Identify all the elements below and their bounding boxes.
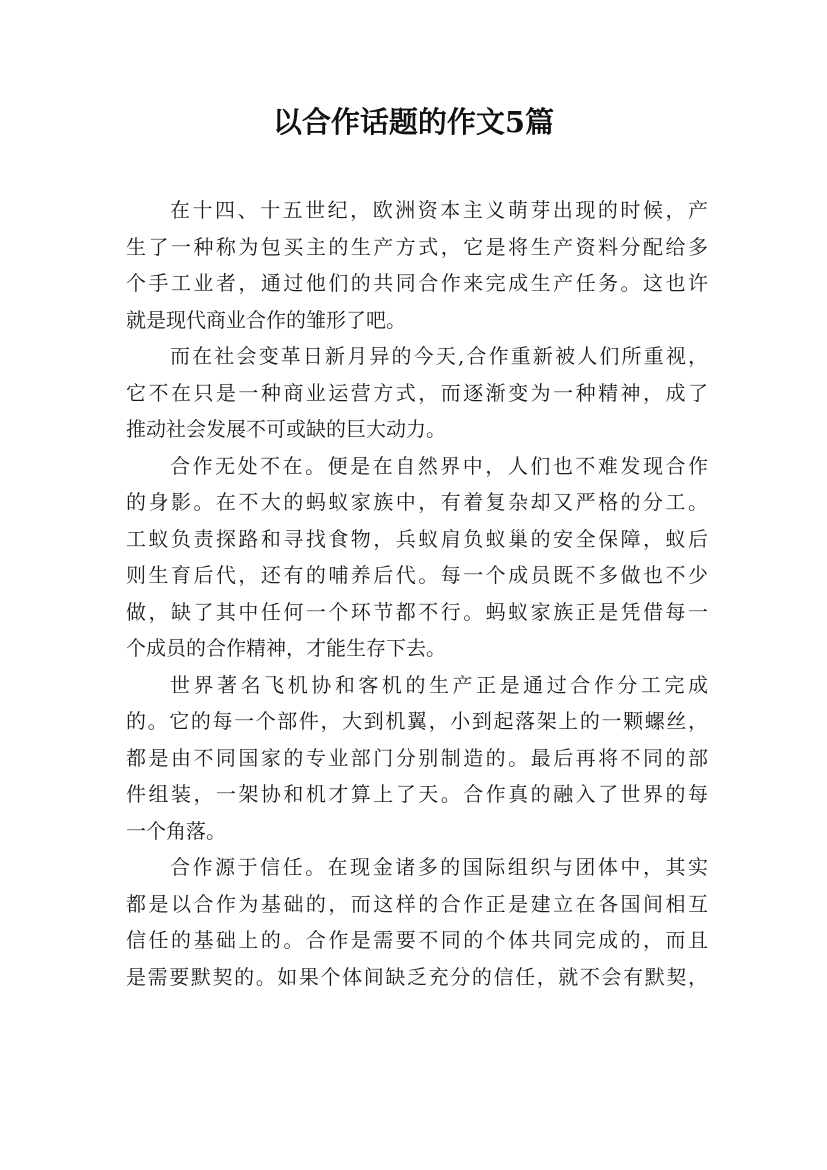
page-title: 以合作话题的作文5篇: [272, 105, 555, 139]
text-line: 合作源于信任。在现金诸多的国际组织与团体中，其实: [170, 855, 708, 879]
text-line: 它不在只是一种商业运营方式，而逐渐变为一种精神，成了: [126, 380, 708, 405]
text-line: 世界著名飞机协和客机的生产正是通过合作分工完成: [170, 672, 708, 697]
text-line: 的身影。在不大的蚂蚁家族中，有着复杂却又严格的分工。: [126, 490, 708, 514]
text-line: 生了一种称为包买主的生产方式，它是将生产资料分配给多: [126, 234, 708, 259]
text-line: 件组装，一架协和机才算上了天。合作真的融入了世界的每: [126, 782, 708, 806]
text-line: 个成员的合作精神，才能生存下去。: [126, 636, 446, 660]
text-line: 一个角落。: [126, 818, 226, 843]
text-line: 都是以合作为基础的，而这样的合作正是建立在各国间相互: [126, 891, 708, 916]
text-line: 合作无处不在。便是在自然界中，人们也不难发现合作: [170, 453, 708, 478]
text-line: 都是由不同国家的专业部门分别制造的。最后再将不同的部: [126, 745, 708, 770]
text-line: 工蚁负责探路和寻找食物，兵蚁肩负蚁巢的安全保障，蚁后: [126, 526, 708, 551]
text-line: 个手工业者，通过他们的共同合作来完成生产任务。这也许: [126, 271, 708, 295]
text-line: 推动社会发展不可或缺的巨大动力。: [126, 417, 446, 441]
text-line: 做，缺了其中任何一个环节都不行。蚂蚁家族正是凭借每一: [126, 599, 708, 624]
text-line: 在十四、十五世纪，欧洲资本主义萌芽出现的时候，产: [170, 198, 708, 222]
essay-body: [126, 192, 708, 995]
text-line: 信任的基础上的。合作是需要不同的个体共同完成的，而且: [126, 928, 708, 952]
text-line: 是需要默契的。如果个体间缺乏充分的信任，就不会有默契，: [126, 964, 708, 989]
text-line: 则生育后代，还有的哺养后代。每一个成员既不多做也不少: [126, 563, 708, 587]
text-line: 就是现代商业合作的雏形了吧。: [126, 307, 406, 332]
text-line: 的。它的每一个部件，大到机翼，小到起落架上的一颗螺丝，: [126, 709, 708, 733]
text-line: 而在社会变革日新月异的今天,合作重新被人们所重视，: [170, 344, 708, 368]
